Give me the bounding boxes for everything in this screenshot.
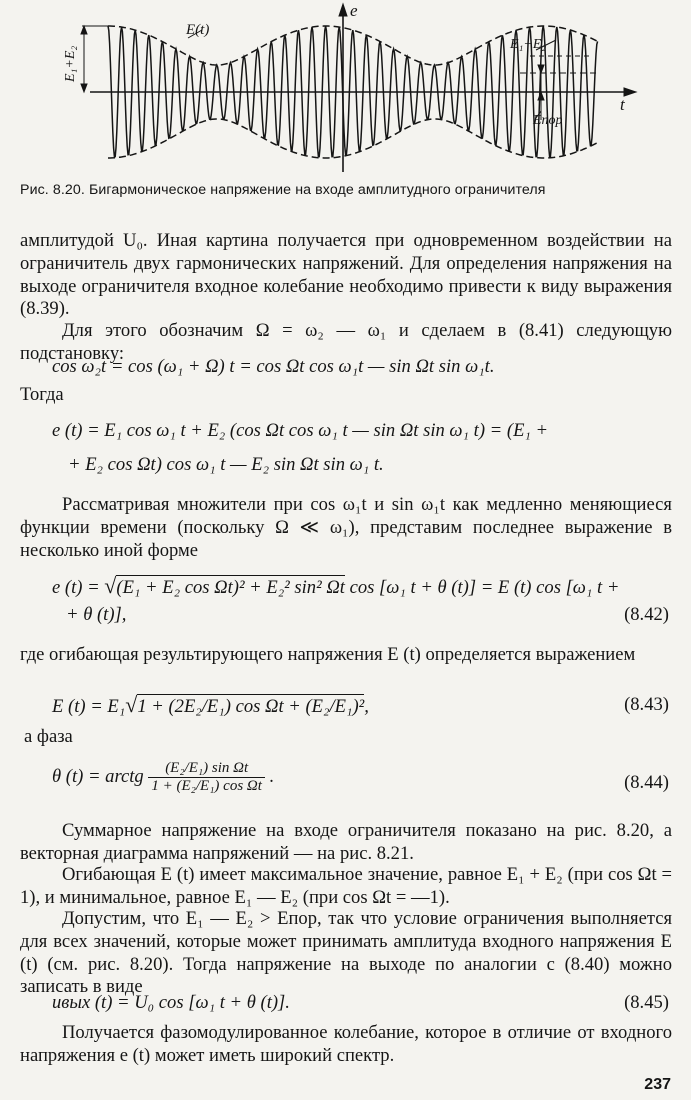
label-diff: E₁−E₂: [510, 37, 547, 52]
equation-a-line1: e (t) = E₁ cos ω₁ t + E₂ (cos Ωt cos ω₁ t — sin Ωt sin ω₁ t) = (E₁ +: [52, 420, 549, 441]
paragraph-9: Допустим, что E₁ — E₂ > Eпор, так что условие ограничения выполняется для всех значений, которые может принимать амплитуда входного напряжения E (t) (см. рис. 8.20). Тогда напряжение на выходе по аналогии с (8.40) можно записать в виде: [20, 908, 672, 998]
equation-8-42-line1: e (t) = √(E₁ + E₂ cos Ωt)² + E₂² sin² Ωt cos [ω₁ t + θ (t)] = E (t) cos [ω₁ t +: [52, 573, 620, 598]
equation-a-line2: + E₂ cos Ωt) cos ω₁ t — E₂ sin Ωt sin ω₁ t.: [68, 454, 384, 475]
equation-8-43: E (t) = E₁√1 + (2E₂/E₁) cos Ωt + (E₂/E₁)²,: [52, 692, 369, 717]
e-axis-arrow: [339, 4, 347, 16]
t-axis-arrow: [624, 88, 636, 96]
equation-substitution: cos ω₂t = cos (ω₁ + Ω) t = cos Ωt cos ω₁t — sin Ωt sin ω₁t.: [52, 356, 495, 377]
equation-8-42-line2: + θ (t)], (8.42): [66, 604, 669, 625]
label-t: t: [620, 95, 625, 114]
radical-8-42: (E₁ + E₂ cos Ωt)² + E₂² sin² Ωt: [116, 577, 345, 598]
label-e: e: [350, 1, 358, 20]
eq-number-8-43: (8.43): [624, 694, 669, 715]
radical-8-43: 1 + (2E₂/E₁) cos Ωt + (E₂/E₁)²: [137, 696, 365, 717]
paragraph-3: Тогда: [20, 384, 64, 405]
label-sum: E₁+E₂: [63, 45, 78, 82]
eq-number-8-45: (8.45): [624, 992, 669, 1013]
paragraph-8: Огибающая E (t) имеет максимальное значение, равное E₁ + E₂ (при cos Ωt = 1), и минимальное, равное E₁ — E₂ (при cos Ωt = —1).: [20, 864, 672, 908]
paragraph-10: Получается фазомодулированное колебание, которое в отличие от входного напряжения e (t) может иметь широкий спектр.: [20, 1022, 672, 1066]
figure-caption: Рис. 8.20. Бигармоническое напряжение на входе амплитудного ограничителя: [20, 182, 546, 198]
paragraph-1: амплитудой U₀. Иная картина получается при одновременном воздействии на ограничитель двух гармонических напряжений. Для определения напряжения на выходе ограничителя входное колебание необходимо привести к виду выражения (8.39).: [20, 230, 672, 320]
fraction-8-44: $\frac{\text{(E₂/E₁) sin Ωt}}{\text{1 + (E₂/E₁) cos Ωt}}$: [148, 760, 265, 795]
paragraph-6: а фаза: [24, 726, 73, 747]
paragraph-4: Рассматривая множители при cos ω₁t и sin ω₁t как медленно меняющиеся функции времени (поскольку Ω ≪ ω₁), представим последнее выражение в несколько иной форме: [20, 494, 672, 561]
equation-8-45: uвых (t) = U₀ cos [ω₁ t + θ (t)].: [52, 992, 290, 1013]
paragraph-2: Для этого обозначим Ω = ω₂ — ω₁ и сделаем в (8.41) следующую подстановку:: [20, 320, 672, 364]
equation-8-44: θ (t) = arctg $\frac{\text{(E₂/E₁) sin Ωt}}{\text{1 + (E₂/E₁) cos Ωt}}$ .: [52, 760, 275, 794]
paragraph-5: где огибающая результирующего напряжения E (t) определяется выражением: [20, 644, 636, 665]
figure-8-20: [0, 0, 691, 180]
label-Et: E(t): [186, 22, 210, 38]
eq-number-8-44: (8.44): [624, 772, 669, 793]
eq-number-8-42: (8.42): [624, 604, 669, 625]
label-threshold: Eпор: [533, 113, 563, 128]
paragraph-7: Суммарное напряжение на входе ограничителя показано на рис. 8.20, а векторная диаграмма напряжений — на рис. 8.21.: [20, 820, 672, 864]
page-number: 237: [644, 1076, 671, 1093]
